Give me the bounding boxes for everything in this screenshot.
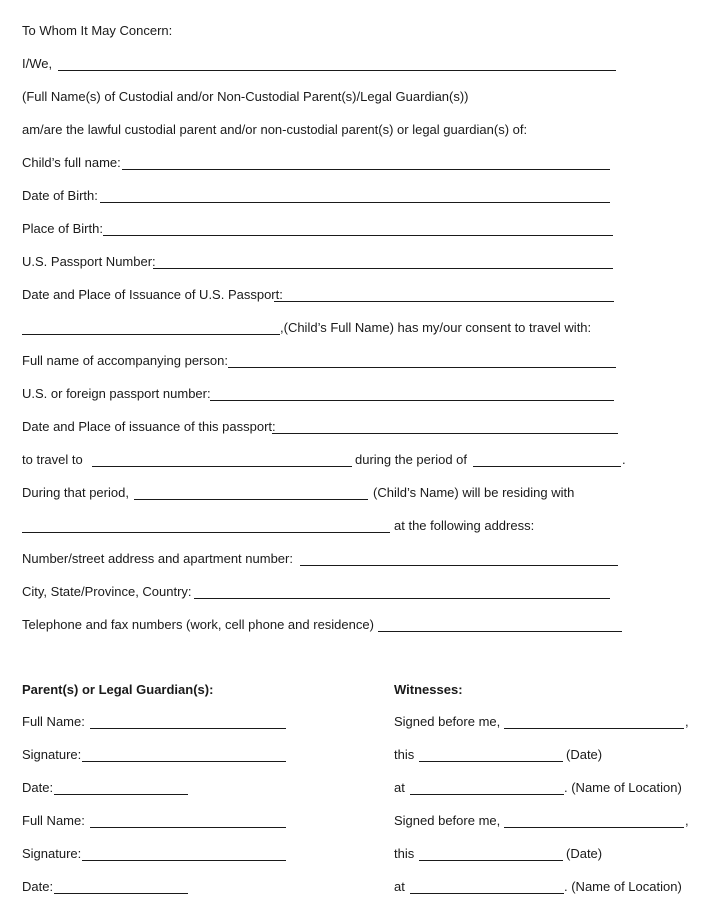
foreign-passport-blank[interactable]: [210, 400, 614, 401]
parent2-full-name-blank[interactable]: [90, 827, 286, 828]
witness2-location-line: [394, 879, 704, 897]
witness2-at-label: at: [394, 879, 405, 894]
witness1-location-label: . (Name of Location): [564, 780, 682, 795]
parent-names-blank[interactable]: [58, 70, 616, 71]
witness1-location-line: [394, 780, 704, 798]
witness2-signed-line: [394, 813, 704, 831]
parents-heading-text: Parent(s) or Legal Guardian(s):: [22, 682, 214, 697]
parent1-full-name-blank[interactable]: [90, 728, 286, 729]
witness1-at-label: at: [394, 780, 405, 795]
foreign-passport-label: U.S. or foreign passport number:: [22, 386, 211, 401]
witnesses-heading-text: Witnesses:: [394, 682, 463, 697]
witness2-date-blank[interactable]: [419, 860, 563, 861]
witness1-signed-label: Signed before me,: [394, 714, 501, 729]
residing-child-blank[interactable]: [134, 499, 368, 500]
witness1-signed-blank[interactable]: [504, 728, 684, 729]
period-end: .: [622, 452, 626, 467]
parent2-signature-blank[interactable]: [82, 860, 286, 861]
accompanying-name-blank[interactable]: [228, 367, 616, 368]
passport-number-label: U.S. Passport Number:: [22, 254, 156, 269]
full-names-note-text: (Full Name(s) of Custodial and/or Non-Custodial Parent(s)/Legal Guardian(s)): [22, 89, 469, 104]
parent2-date-line: [22, 879, 302, 897]
witness1-date-label: (Date): [566, 747, 603, 762]
city-country-blank[interactable]: [194, 598, 610, 599]
witness2-comma: ,: [685, 813, 689, 828]
witness2-location-blank[interactable]: [410, 893, 564, 894]
telephone-blank[interactable]: [378, 631, 622, 632]
dob-blank[interactable]: [100, 202, 610, 203]
dob-label: Date of Birth:: [22, 188, 98, 203]
child-name-label: Child’s full name:: [22, 155, 121, 170]
parent2-full-name-label: Full Name:: [22, 813, 85, 828]
parent1-date-blank[interactable]: [54, 794, 188, 795]
witness1-comma: ,: [685, 714, 689, 729]
parent2-signature-label: Signature:: [22, 846, 82, 861]
witness1-signed-line: [394, 714, 704, 732]
destination-blank[interactable]: [92, 466, 352, 467]
city-country-label: City, State/Province, Country:: [22, 584, 192, 599]
following-address-text: at the following address:: [394, 518, 535, 533]
witness1-date-line: [394, 747, 704, 765]
parent2-full-name-line: [22, 813, 302, 831]
child-name-blank[interactable]: [122, 169, 610, 170]
accompanying-name-label: Full name of accompanying person:: [22, 353, 228, 368]
during-that-period-label: During that period,: [22, 485, 129, 500]
street-address-label: Number/street address and apartment number:: [22, 551, 293, 566]
period-blank[interactable]: [473, 466, 621, 467]
consent-child-blank[interactable]: [22, 334, 280, 335]
witness1-this-label: this: [394, 747, 415, 762]
parent1-date-line: [22, 780, 302, 798]
iwe-label: I/We,: [22, 56, 53, 71]
residing-text: (Child’s Name) will be residing with: [373, 485, 575, 500]
parent1-date-label: Date:: [22, 780, 54, 795]
salutation-text: To Whom It May Concern:: [22, 23, 173, 38]
parent1-signature-line: [22, 747, 302, 765]
witness2-signed-blank[interactable]: [504, 827, 684, 828]
host-name-blank[interactable]: [22, 532, 390, 533]
witness2-location-label: . (Name of Location): [564, 879, 682, 894]
parent1-full-name-line: [22, 714, 302, 732]
witness1-date-blank[interactable]: [419, 761, 563, 762]
witness2-date-label: (Date): [566, 846, 603, 861]
passport-issuance-blank[interactable]: [274, 301, 614, 302]
parent2-date-label: Date:: [22, 879, 54, 894]
parent1-signature-blank[interactable]: [82, 761, 286, 762]
street-address-blank[interactable]: [300, 565, 618, 566]
this-passport-issuance-blank[interactable]: [272, 433, 618, 434]
witness2-signed-label: Signed before me,: [394, 813, 501, 828]
parent2-signature-line: [22, 846, 302, 864]
witness2-this-label: this: [394, 846, 415, 861]
witness2-date-line: [394, 846, 704, 864]
pob-label: Place of Birth:: [22, 221, 103, 236]
telephone-label: Telephone and fax numbers (work, cell phone and residence): [22, 617, 374, 632]
passport-issuance-label: Date and Place of Issuance of U.S. Passport:: [22, 287, 283, 302]
parent1-full-name-label: Full Name:: [22, 714, 85, 729]
parent1-signature-label: Signature:: [22, 747, 82, 762]
parent2-date-blank[interactable]: [54, 893, 188, 894]
during-period-label: during the period of: [355, 452, 468, 467]
passport-number-blank[interactable]: [153, 268, 613, 269]
travel-to-label: to travel to: [22, 452, 83, 467]
witness1-location-blank[interactable]: [410, 794, 564, 795]
lawful-of-text: am/are the lawful custodial parent and/or non-custodial parent(s) or legal guardian(s) of:: [22, 122, 528, 137]
pob-blank[interactable]: [103, 235, 613, 236]
consent-text: ,(Child’s Full Name) has my/our consent to travel with:: [280, 320, 592, 335]
this-passport-issuance-label: Date and Place of issuance of this passport:: [22, 419, 276, 434]
